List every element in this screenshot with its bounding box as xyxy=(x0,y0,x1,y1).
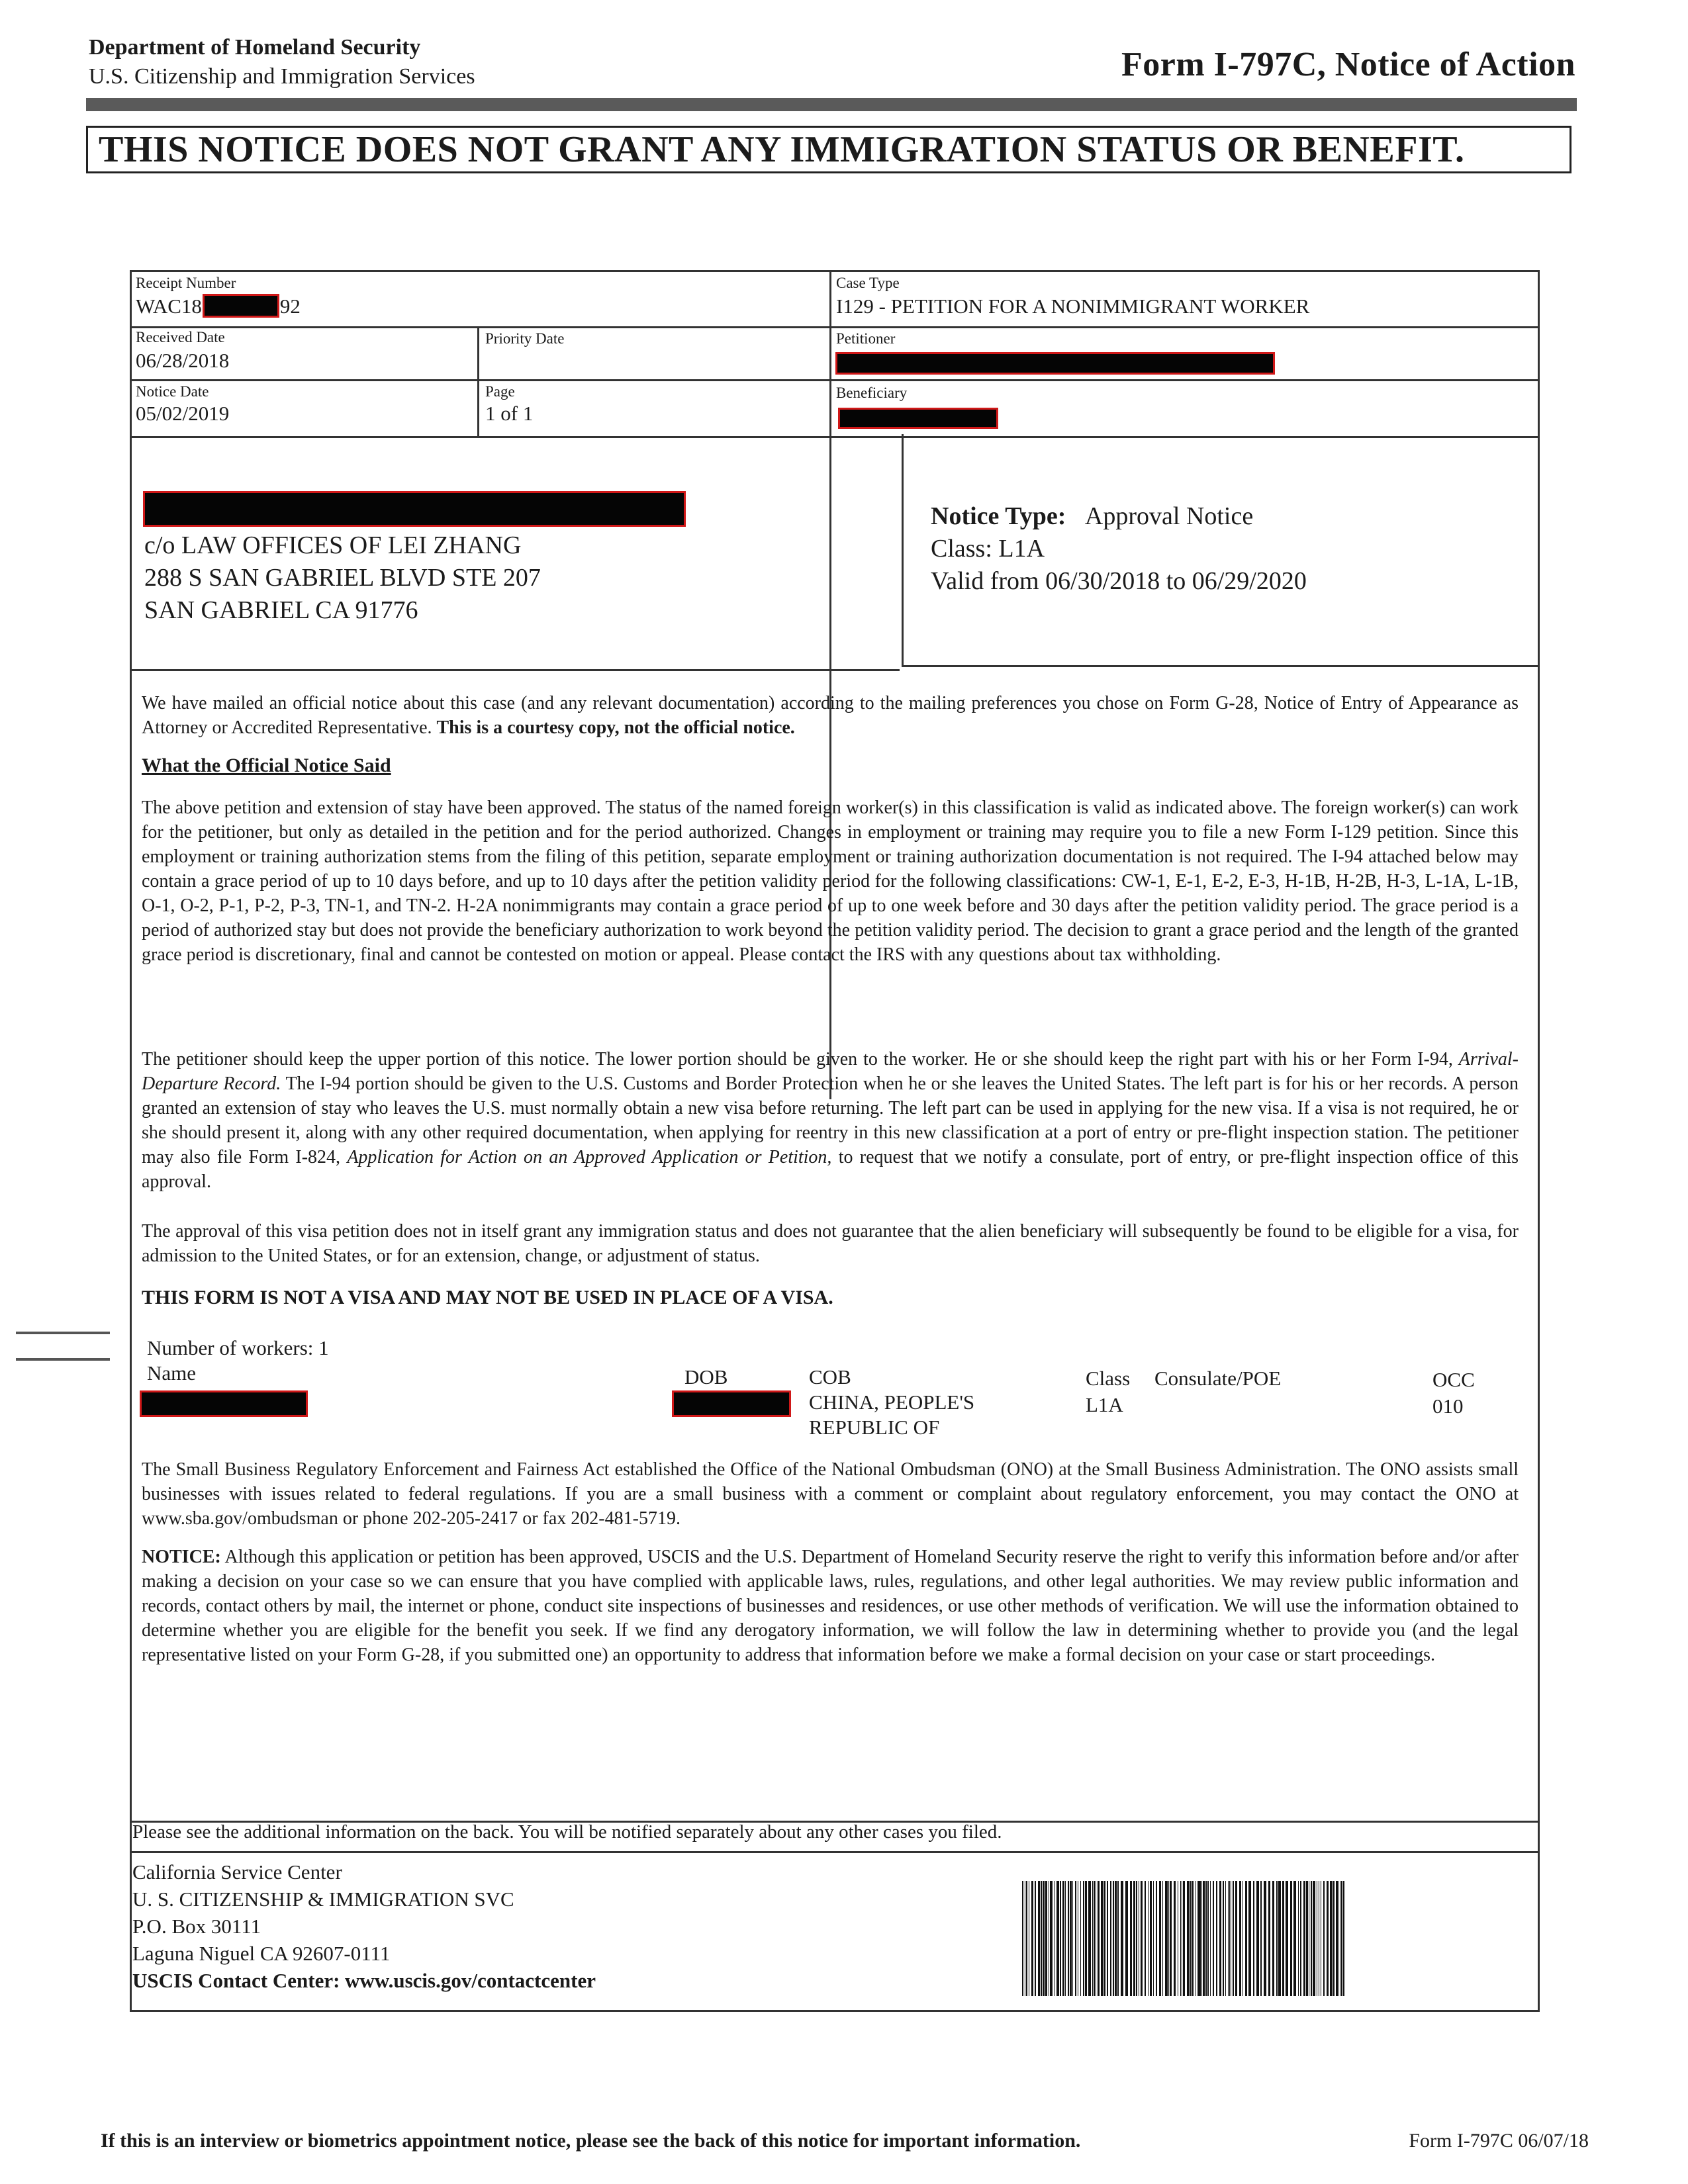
barcode-bar xyxy=(1130,1881,1132,1996)
address-divider xyxy=(902,434,904,667)
verification-notice: NOTICE: Although this application or petition has been approved, USCIS and the U.S. Department of Homeland Security reserve the right to verify this information before and/or after making a decision on your case so we can ensure that you have complied with applicable laws, rules, regulations, and other legal authorities. We may review public information and records, contact others by mail, the internet or phone, conduct site inspections of businesses and residences, or use other methods of verification. We will use the information obtained to determine whether you are eligible for the benefit you seek. If we find any derogatory information, we will follow the law in determining whether to provide you (and the legal representative listed on your Form G-28, if you submitted one) an opportunity to address that information before we make a formal decision on your case or start proceedings. xyxy=(142,1547,1519,1665)
barcode-bar xyxy=(1336,1881,1338,1996)
ombudsman-paragraph: The Small Business Regulatory Enforcement and Fairness Act established the Office of the National Ombudsman (ONO) at the Small Business Administration. The ONO assists small businesses with issues related to federal regulations. If you are a small business with a comment or complaint about regulatory enforcement, you may contact the ONO at www.sba.gov/ombudsman or phone 202-205-2417 or fax 202-481-5719. xyxy=(142,1459,1519,1529)
barcode-bar xyxy=(1110,1881,1111,1996)
barcode-bar xyxy=(1174,1881,1176,1996)
barcode-bar xyxy=(1038,1881,1040,1996)
barcode-bar xyxy=(1306,1881,1308,1996)
barcode-bar xyxy=(1286,1881,1288,1996)
barcode-bar xyxy=(1245,1881,1247,1996)
barcode-bar xyxy=(1260,1881,1262,1996)
barcode-bar xyxy=(1153,1881,1154,1996)
barcode-bar xyxy=(1098,1881,1100,1996)
barcode-bar xyxy=(1125,1881,1128,1996)
barcode-bar xyxy=(1117,1881,1119,1996)
barcode-bar xyxy=(1168,1881,1169,1996)
class-label: Class xyxy=(1086,1367,1131,1390)
barcode-bar xyxy=(1068,1881,1069,1996)
barcode-bar xyxy=(1223,1881,1224,1996)
barcode-bar xyxy=(1026,1881,1027,1996)
barcode-bar xyxy=(1060,1881,1061,1996)
consulate-label: Consulate/POE xyxy=(1154,1367,1282,1390)
notice-type-label: Notice Type: xyxy=(931,502,1066,530)
barcode-bar xyxy=(1323,1881,1325,1996)
barcode-bar xyxy=(1290,1881,1292,1996)
instructions-paragraph: The petitioner should keep the upper portion of this notice. The lower portion should be given to the worker. He or she should keep the right part with his or her Form I-94, Arrival-Departure Record. The I-94 portion should be given to the U.S. Customs and Border Protection when he or she leaves the United States. The left part is for his or her records. A person granted an extension of stay who leaves the U.S. must normally obtain a new visa before returning. The left part can be used in applying for the new visa. If a visa is not required, he or she should present it, along with any other required documentation, when applying for reentry in this new classification at a port of entry or pre-flight inspection station. The petitioner may also file Form I-824, Application for Action on an Approved Application or Petition, to request that we notify a consulate, port of entry, or pre-flight inspection office of this approval. xyxy=(142,1049,1519,1192)
barcode-bar xyxy=(1062,1881,1064,1996)
barcode-bar xyxy=(1341,1881,1342,1996)
barcode-bar xyxy=(1248,1881,1251,1996)
barcode-bar xyxy=(1088,1881,1091,1996)
barcode-bar xyxy=(1083,1881,1084,1996)
barcode-bar xyxy=(1229,1881,1230,1996)
barcode-bar xyxy=(1213,1881,1214,1996)
barcode-bar xyxy=(1136,1881,1137,1996)
barcode-bar xyxy=(1075,1881,1076,1996)
not-a-visa-warning: THIS FORM IS NOT A VISA AND MAY NOT BE USED IN PLACE OF A VISA. xyxy=(142,1287,833,1308)
barcode-bar xyxy=(1150,1881,1152,1996)
notice-date: 05/02/2019 xyxy=(136,402,230,425)
status-banner: THIS NOTICE DOES NOT GRANT ANY IMMIGRATION STATUS OR BENEFIT. xyxy=(86,126,1571,173)
barcode-bar xyxy=(1159,1881,1161,1996)
barcode-bar xyxy=(1115,1881,1117,1996)
barcode-bar xyxy=(1085,1881,1087,1996)
barcode-bar xyxy=(1239,1881,1241,1996)
contact-center: USCIS Contact Center: www.uscis.gov/contactcenter xyxy=(132,1969,596,1992)
barcode-bar xyxy=(1282,1881,1284,1996)
mailing-address xyxy=(144,529,541,627)
barcode-bar xyxy=(1121,1881,1123,1996)
barcode-bar xyxy=(1133,1881,1135,1996)
notice-date-label: Notice Date xyxy=(136,383,209,400)
barcode-bar xyxy=(1303,1881,1305,1996)
petitioner-redaction xyxy=(837,354,1273,373)
barcode-bar xyxy=(1035,1881,1036,1996)
occ-value: 010 xyxy=(1432,1394,1464,1418)
additional-info-note: Please see the additional information on the back. You will be notified separately about any other cases you filed. xyxy=(132,1821,1002,1843)
barcode-bar xyxy=(1092,1881,1093,1996)
page-footer-note: If this is an interview or biometrics appointment notice, please see the back of this notice for important information. xyxy=(101,2130,1081,2152)
priority-date-label: Priority Date xyxy=(485,330,565,347)
barcode-bar xyxy=(1293,1881,1296,1996)
barcode-bar xyxy=(1235,1881,1237,1996)
barcode-bar xyxy=(1148,1881,1149,1996)
barcode-bar xyxy=(1298,1881,1299,1996)
barcode-bar xyxy=(1330,1881,1333,1996)
barcode-bar xyxy=(1101,1881,1103,1996)
barcode-bar xyxy=(1187,1881,1190,1996)
barcode-bar xyxy=(1165,1881,1168,1996)
barcode-bar xyxy=(1205,1881,1207,1996)
dob-redaction xyxy=(674,1392,789,1415)
barcode-bar xyxy=(1070,1881,1072,1996)
case-type-label: Case Type xyxy=(836,275,900,291)
barcode-bar xyxy=(1180,1881,1181,1996)
barcode-bar xyxy=(1203,1881,1205,1996)
barcode-bar xyxy=(1228,1881,1229,1996)
dob-label: DOB xyxy=(684,1365,728,1388)
barcode-bar xyxy=(1343,1881,1344,1996)
barcode-bar xyxy=(1065,1881,1066,1996)
courtesy-paragraph: We have mailed an official notice about this case (and any relevant documentation) according to the mailing preferences you chose on Form G-28, Notice of Entry of Appearance as Attorney or Accredited Representative. This is a courtesy copy, not the official notice. xyxy=(142,693,1519,738)
notice-type-value: Approval Notice xyxy=(1084,502,1254,530)
barcode-bar xyxy=(1333,1881,1335,1996)
barcode-bar xyxy=(1190,1881,1192,1996)
barcode-bar xyxy=(1233,1881,1234,1996)
department-name: Department of Homeland Security xyxy=(89,35,421,60)
barcode-bar xyxy=(1300,1881,1301,1996)
barcode-bar xyxy=(1050,1881,1053,1996)
barcode-bar xyxy=(1192,1881,1194,1996)
received-date: 06/28/2018 xyxy=(136,349,230,372)
class-value: Class: L1A xyxy=(931,535,1045,563)
redaction-bar xyxy=(205,296,277,316)
barcode-bar xyxy=(1210,1881,1211,1996)
barcode-bar xyxy=(1264,1881,1266,1996)
barcode-bar xyxy=(1256,1881,1259,1996)
barcode-bar xyxy=(1080,1881,1081,1996)
barcode-bar xyxy=(1107,1881,1108,1996)
fold-mark xyxy=(16,1358,110,1361)
barcode-bar xyxy=(1113,1881,1114,1996)
barcode-bar xyxy=(1278,1881,1281,1996)
petitioner-label: Petitioner xyxy=(836,330,896,347)
address-line: SAN GABRIEL CA 91776 xyxy=(144,596,418,624)
class-value: L1A xyxy=(1086,1393,1123,1416)
worker-count: Number of workers: 1 xyxy=(147,1336,329,1359)
barcode-bar xyxy=(1104,1881,1105,1996)
barcode-bar xyxy=(1056,1881,1059,1996)
barcode-bar xyxy=(1041,1881,1042,1996)
barcode-bar xyxy=(1145,1881,1146,1996)
case-type: I129 - PETITION FOR A NONIMMIGRANT WORKER xyxy=(836,295,1310,318)
barcode-bar xyxy=(1094,1881,1095,1996)
barcode-bar xyxy=(1156,1881,1157,1996)
barcode-bar xyxy=(1043,1881,1045,1996)
validity-period: Valid from 06/30/2018 to 06/29/2020 xyxy=(931,567,1307,595)
receipt-number-label: Receipt Number xyxy=(136,275,236,291)
beneficiary-label: Beneficiary xyxy=(836,385,908,401)
cob-line: CHINA, PEOPLE'S xyxy=(809,1390,975,1414)
barcode-bar xyxy=(1253,1881,1254,1996)
occ-label: OCC xyxy=(1432,1368,1475,1391)
page-label: Page xyxy=(485,383,515,400)
received-date-label: Received Date xyxy=(136,329,225,345)
barcode xyxy=(1022,1881,1345,1996)
notice-type-rule xyxy=(902,665,1540,667)
barcode-bar xyxy=(1201,1881,1202,1996)
address-line: c/o LAW OFFICES OF LEI ZHANG xyxy=(144,531,522,559)
beneficiary-redaction xyxy=(840,410,996,427)
barcode-bar xyxy=(1031,1881,1033,1996)
barcode-bar xyxy=(1311,1881,1312,1996)
form-title: Form I-797C, Notice of Action xyxy=(1121,46,1575,83)
cob-label: COB xyxy=(809,1365,851,1388)
receipt-number: WAC18 92 xyxy=(136,295,301,318)
barcode-bar xyxy=(1045,1881,1047,1996)
approval-paragraph: The above petition and extension of stay have been approved. The status of the named foreign worker(s) in this classification is valid as indicated above. The foreign worker(s) can work for the petitioner, but only as detailed in the petition and for the period authorized. Changes in employment or training may require you to file a new Form I-129 petition. Since this employment or training authorization stems from the filing of this petition, separate employment or training authorization documentation is not required. The I-94 attached below may contain a grace period of up to 10 days before, and up to 10 days after the petition validity period for the following classifications: CW-1, E-1, E-2, E-3, H-1B, H-2B, H-3, L-1A, L-1B, O-1, O-2, P-1, P-2, P-3, TN-1, and TN-2. H-2A nonimmigrants may contain a grace period of up to one week before and 30 days after the petition validity period. The grace period is a period of authorized stay but does not provide the beneficiary authorization to work beyond the petition validity period. The decision to grant a grace period and the length of the granted grace period is discretionary, final and cannot be contested on motion or appeal. Please contact the IRS with any questions about tax withholding. xyxy=(142,797,1519,965)
barcode-bar xyxy=(1276,1881,1278,1996)
header-rule xyxy=(86,98,1577,111)
barcode-bar xyxy=(1207,1881,1209,1996)
form-edition: Form I-797C 06/07/18 xyxy=(1409,2130,1589,2152)
worker-name-redaction xyxy=(142,1392,306,1415)
barcode-bar xyxy=(1141,1881,1143,1996)
barcode-bar xyxy=(1225,1881,1226,1996)
barcode-bar xyxy=(1195,1881,1196,1996)
name-label: Name xyxy=(147,1361,197,1385)
barcode-bar xyxy=(1268,1881,1270,1996)
page-count: 1 of 1 xyxy=(485,402,534,425)
barcode-bar xyxy=(1198,1881,1201,1996)
agency-header xyxy=(89,33,475,91)
barcode-bar xyxy=(1162,1881,1163,1996)
fold-mark xyxy=(16,1332,110,1334)
barcode-bar xyxy=(1072,1881,1073,1996)
barcode-bar xyxy=(1327,1881,1329,1996)
barcode-bar xyxy=(1272,1881,1274,1996)
service-center-address: California Service Center U. S. CITIZENSHIP & IMMIGRATION SVC P.O. Box 30111 Laguna Niguel CA 92607-0111 USCIS Contact Center: www.uscis.gov/contactcenter xyxy=(132,1858,596,1994)
notice-type-block xyxy=(931,500,1307,598)
barcode-bar xyxy=(1183,1881,1185,1996)
eligibility-paragraph: The approval of this visa petition does not in itself grant any immigration status and does not guarantee that the alien beneficiary will subsequently be found to be eligible for a visa, for admission to the United States, or for an extension, change, or adjustment of status. xyxy=(142,1221,1519,1266)
barcode-bar xyxy=(1216,1881,1217,1996)
cob-line: REPUBLIC OF xyxy=(809,1416,940,1439)
agency-name: U.S. Citizenship and Immigration Services xyxy=(89,64,475,89)
address-line: 288 S SAN GABRIEL BLVD STE 207 xyxy=(144,564,541,592)
barcode-bar xyxy=(1022,1881,1023,1996)
barcode-bar xyxy=(1170,1881,1172,1996)
barcode-bar xyxy=(1219,1881,1221,1996)
barcode-bar xyxy=(1313,1881,1315,1996)
official-notice-heading: What the Official Notice Said xyxy=(142,754,391,776)
addressee-redaction xyxy=(145,493,684,525)
